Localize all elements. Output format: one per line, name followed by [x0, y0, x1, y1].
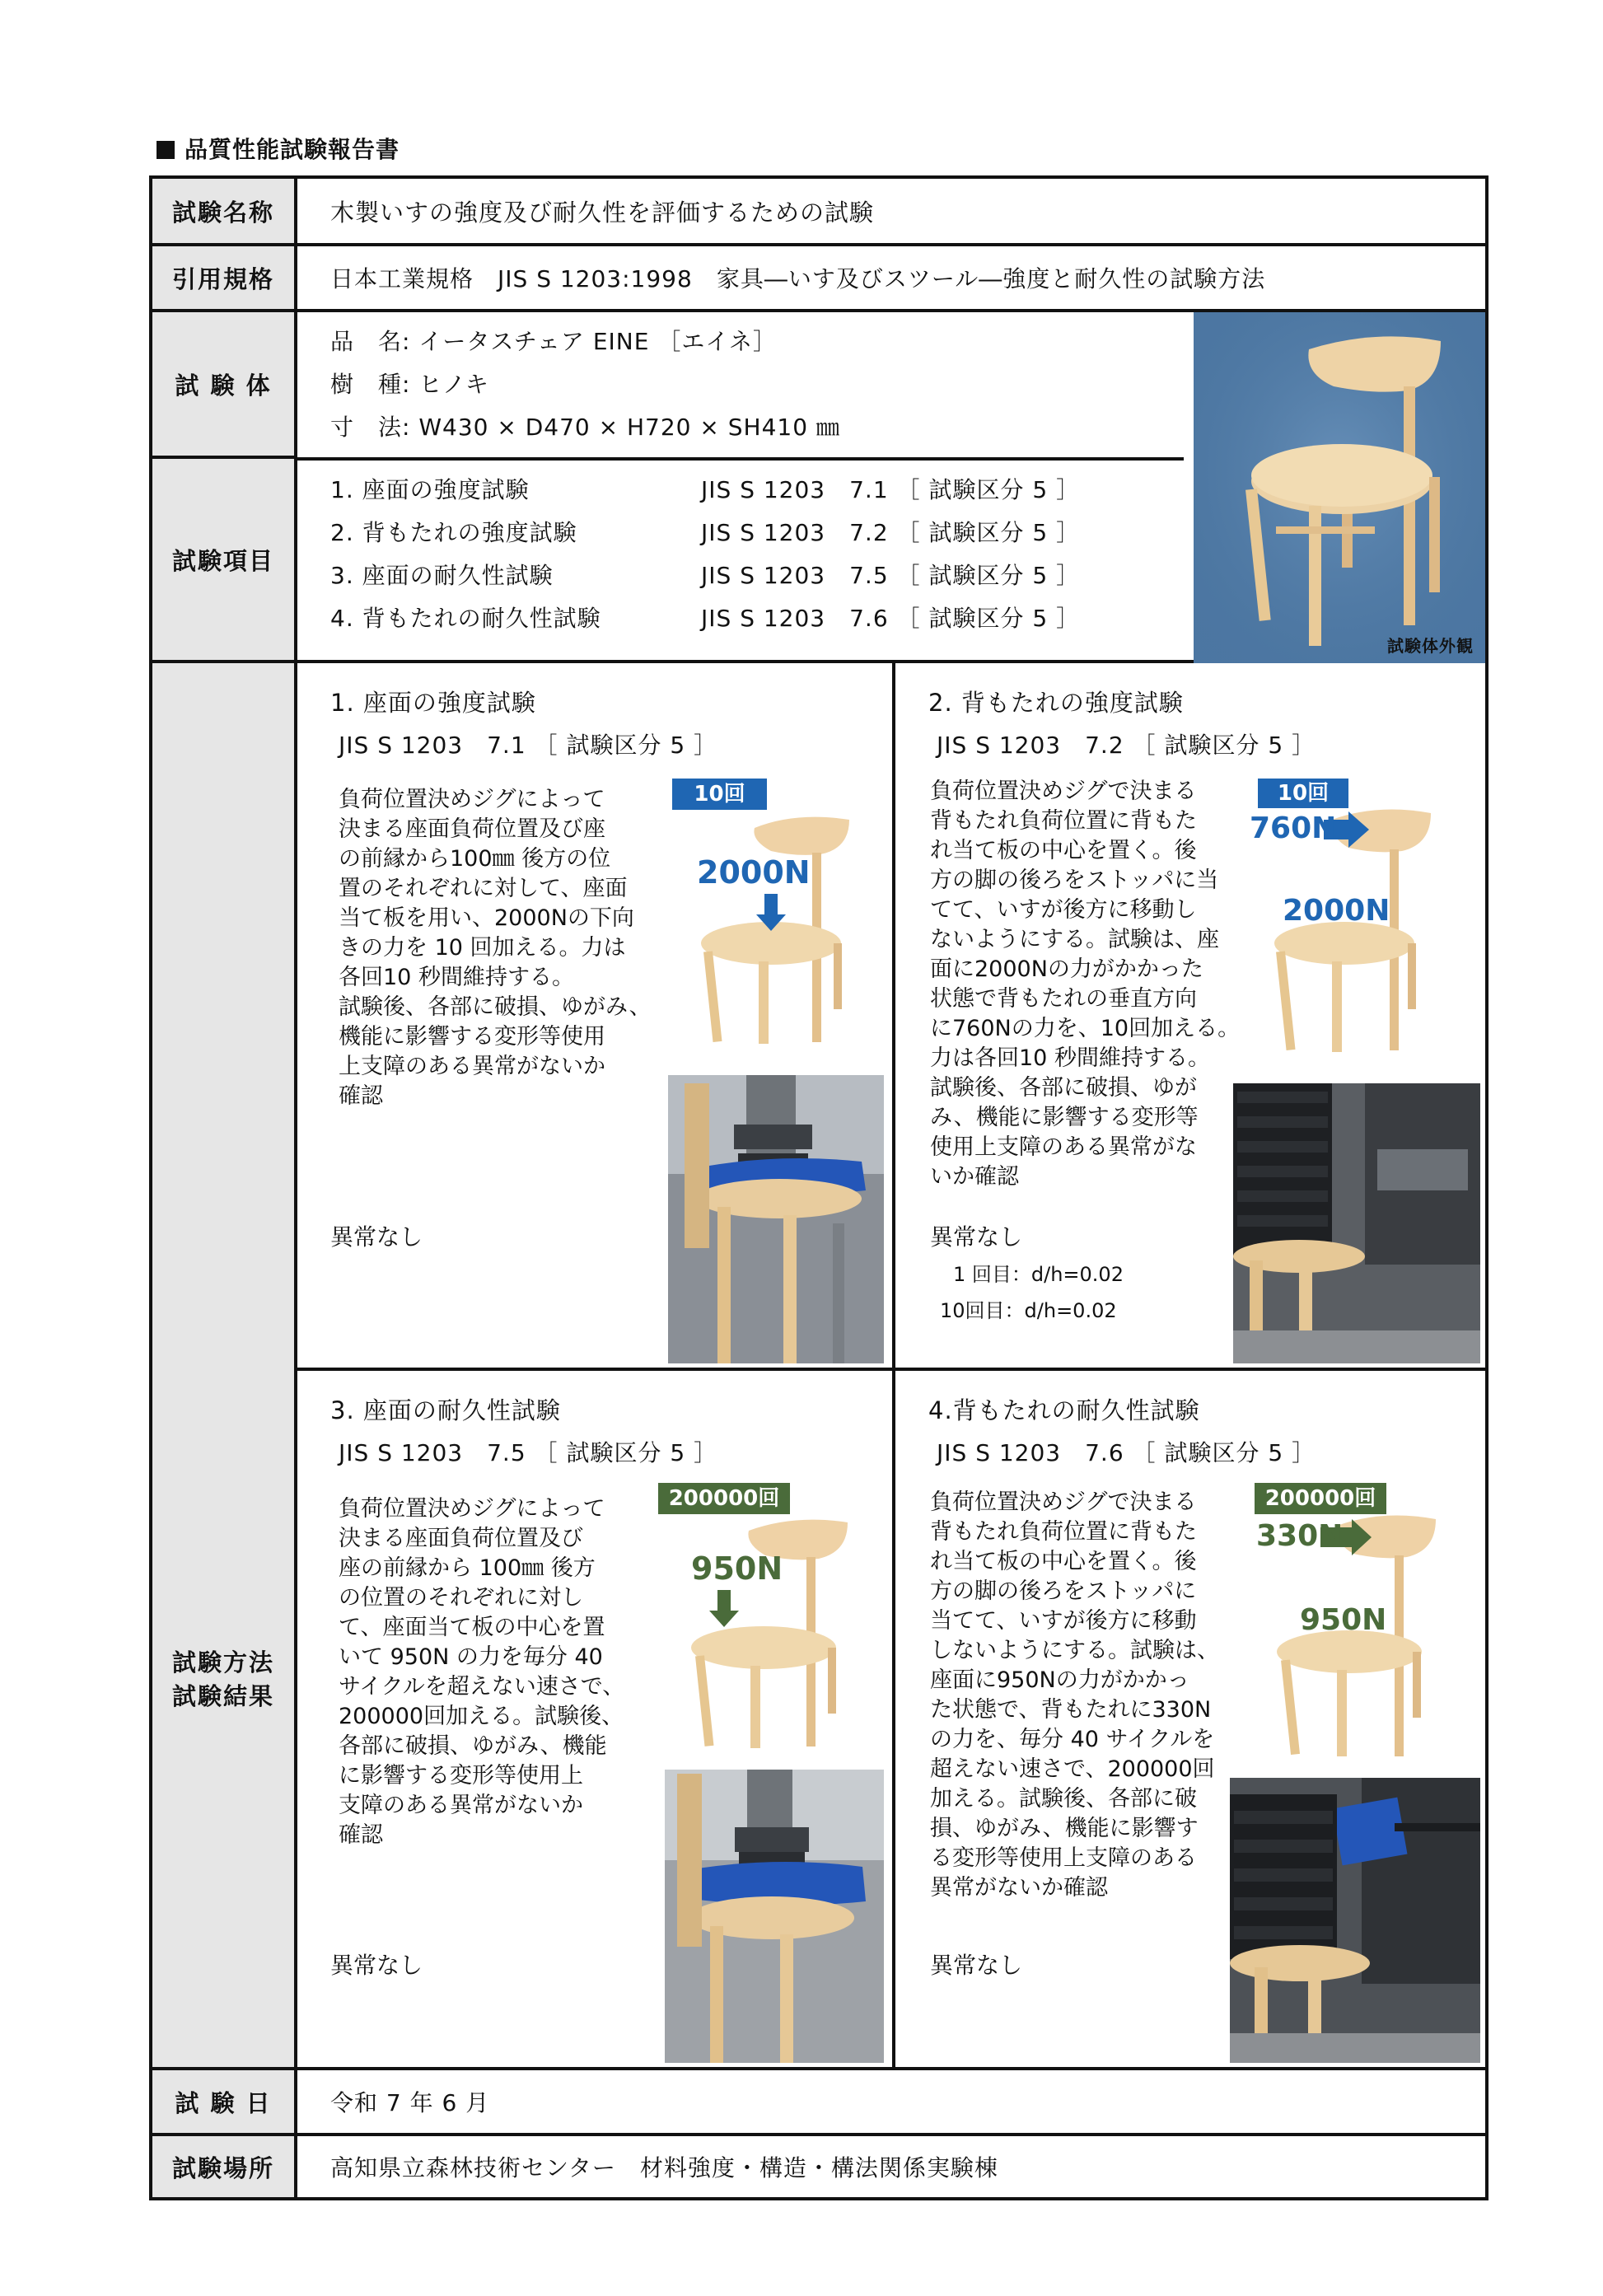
test-title: 3. 座面の耐久性試験	[330, 1396, 561, 1424]
test-description: 負荷位置決めジグによって 決まる座面負荷位置及び座 の前縁から100㎜ 後方の位 置のそれぞれに対して、座面 当て板を用い、2000Nの下向 きの力を 10 回加える。力は 各回10 秒間維持する。 試験後、各部に破損、ゆがみ、 機能に影響する変形等使用 上支障のある異常がないか 確認	[339, 787, 652, 1109]
row-standard	[151, 245, 1487, 311]
test-standard: JIS S 1203 7.1 ［ 試験区分 5 ］	[339, 732, 718, 759]
label-date: 試 験 日	[151, 2069, 296, 2135]
test-panel-1	[297, 663, 892, 1368]
value-test-name: 木製いすの強度及び耐久性を評価するための試験	[296, 177, 1487, 245]
test-photo	[1233, 1083, 1480, 1363]
test-result: 異常なし	[330, 1952, 423, 1979]
test-photo	[1230, 1778, 1480, 2063]
label-standard: 引用規格	[151, 245, 296, 311]
force-down-label: 950N	[1300, 1603, 1387, 1637]
load-diagram	[1238, 1483, 1477, 1763]
deflection-1: 1 回目：d/h=0.02	[953, 1263, 1124, 1286]
test-item: 3. 座面の耐久性試験 JIS S 1203 7.5 ［ 試験区分 5 ］	[330, 562, 1081, 589]
force-label: 2000N	[697, 854, 811, 891]
label-items: 試験項目	[151, 457, 296, 662]
cycle-badge: 10回	[1277, 781, 1330, 806]
load-diagram	[658, 1483, 881, 1755]
specimen-wood: 樹 種: ヒノキ	[330, 371, 489, 398]
specimen-photo-caption: 試験体外観	[1387, 636, 1474, 656]
test-description: 負荷位置決めジグで決まる 背もたれ負荷位置に背もた れ当て板の中心を置く。後 方の脚の後ろをストッパに当 てて、いすが後方に移動し ないようにする。試験は、座 面に2000Nの力がかかった 状態で背もたれの垂直方向 に760Nの力を、10回加える。 力は各回10 秒間維持する。 試験後、各部に破損、ゆが み、機能に影響する変形等 使用上支障のある異常がな いか確認	[930, 779, 1241, 1190]
test-standard: JIS S 1203 7.6 ［ 試験区分 5 ］	[937, 1439, 1316, 1466]
tests-grid	[297, 663, 1485, 2067]
test-title: 2. 背もたれの強度試験	[928, 689, 1184, 717]
label-method	[151, 662, 296, 2069]
test-items-list	[330, 469, 1080, 640]
test-description: 負荷位置決めジグで決まる 背もたれ負荷位置に背もた れ当て板の中心を置く。後 方の脚の後ろをストッパに 当てて、いすが後方に移動 しないようにする。試験は、 座面に950Nの力がかかっ た状態で、背もたれに330N の力を、毎分 40 サイクルを 超えない速さで、200000回 加える。試験後、各部に破 損、ゆがみ、機能に影響す る変形等使用上支障のある 異常がないか確認	[930, 1489, 1219, 1901]
test-photo	[668, 1075, 884, 1363]
label-specimen: 試 験 体	[151, 311, 296, 457]
test-description: 負荷位置決めジグによって 決まる座面負荷位置及び 座の前縁から 100㎜ 後方 の位置のそれぞれに対し て、座面当て板の中心を置 いて 950N の力を毎分 40 サイクルを超えない速さで、 200000回加える。試験後、 各部に破損、ゆがみ、機能 に影響する変形等使用上 支障のある異常がないか 確認	[339, 1496, 625, 1848]
cycle-badge: 200000回	[1264, 1486, 1376, 1511]
test-panel-4	[895, 1371, 1488, 2067]
cycle-badge: 10回	[694, 782, 745, 807]
test-item: 2. 背もたれの強度試験 JIS S 1203 7.2 ［ 試験区分 5 ］	[330, 519, 1081, 546]
test-result: 異常なし	[330, 1223, 423, 1251]
specimen-and-items-cell	[296, 311, 1487, 662]
test-title: 4.背もたれの耐久性試験	[928, 1396, 1200, 1424]
force-back-label: 760N	[1250, 811, 1337, 845]
test-item: 1. 座面の強度試験 JIS S 1203 7.1 ［ 試験区分 5 ］	[330, 476, 1081, 503]
test-standard: JIS S 1203 7.2 ［ 試験区分 5 ］	[937, 732, 1316, 759]
test-result: 異常なし	[930, 1223, 1023, 1251]
row-place	[151, 2135, 1487, 2199]
deflection-results	[940, 1256, 1124, 1329]
report-table	[149, 175, 1488, 2200]
title-text: 品質性能試験報告書	[185, 136, 400, 163]
test-item: 4. 背もたれの耐久性試験 JIS S 1203 7.6 ［ 試験区分 5 ］	[330, 605, 1081, 632]
value-standard: 日本工業規格 JIS S 1203:1998 家具―いす及びスツール―強度と耐久性の試験方法	[296, 245, 1487, 311]
test-standard: JIS S 1203 7.5 ［ 試験区分 5 ］	[339, 1439, 718, 1466]
specimen-size: 寸 法: W430 × D470 × H720 × SH410 ㎜	[330, 414, 840, 441]
document-title	[157, 132, 400, 165]
method-results-cell	[296, 662, 1487, 2069]
test-panel-3	[297, 1371, 892, 2067]
load-diagram	[1241, 779, 1456, 1059]
specimen-product: 品 名: イータスチェア EINE ［エイネ］	[330, 328, 778, 355]
test-panel-2	[895, 663, 1488, 1368]
label-method-1: 試験方法	[171, 1648, 274, 1676]
test-photo	[665, 1770, 884, 2063]
force-back-label: 330N	[1256, 1519, 1344, 1553]
deflection-10: 10回目：d/h=0.02	[940, 1299, 1117, 1322]
load-diagram	[672, 779, 870, 1050]
force-down-label: 2000N	[1283, 894, 1390, 928]
test-result: 異常なし	[930, 1952, 1023, 1979]
value-date: 令和 7 年 6 月	[296, 2069, 1487, 2135]
row-test-name	[151, 177, 1487, 245]
row-specimen	[151, 311, 1487, 457]
force-label: 950N	[691, 1550, 783, 1587]
specimen-info	[330, 320, 840, 449]
specimen-photo	[1194, 312, 1485, 663]
test-title: 1. 座面の強度試験	[330, 689, 536, 717]
label-place: 試験場所	[151, 2135, 296, 2199]
row-date	[151, 2069, 1487, 2135]
value-place: 高知県立森林技術センター 材料強度・構造・構法関係実験棟	[296, 2135, 1487, 2199]
cycle-badge: 200000回	[668, 1486, 780, 1511]
label-test-name: 試験名称	[151, 177, 296, 245]
square-bullet-icon	[157, 141, 175, 159]
row-method	[151, 662, 1487, 2069]
inner-divider	[294, 457, 1184, 461]
label-method-2: 試験結果	[171, 1682, 274, 1710]
